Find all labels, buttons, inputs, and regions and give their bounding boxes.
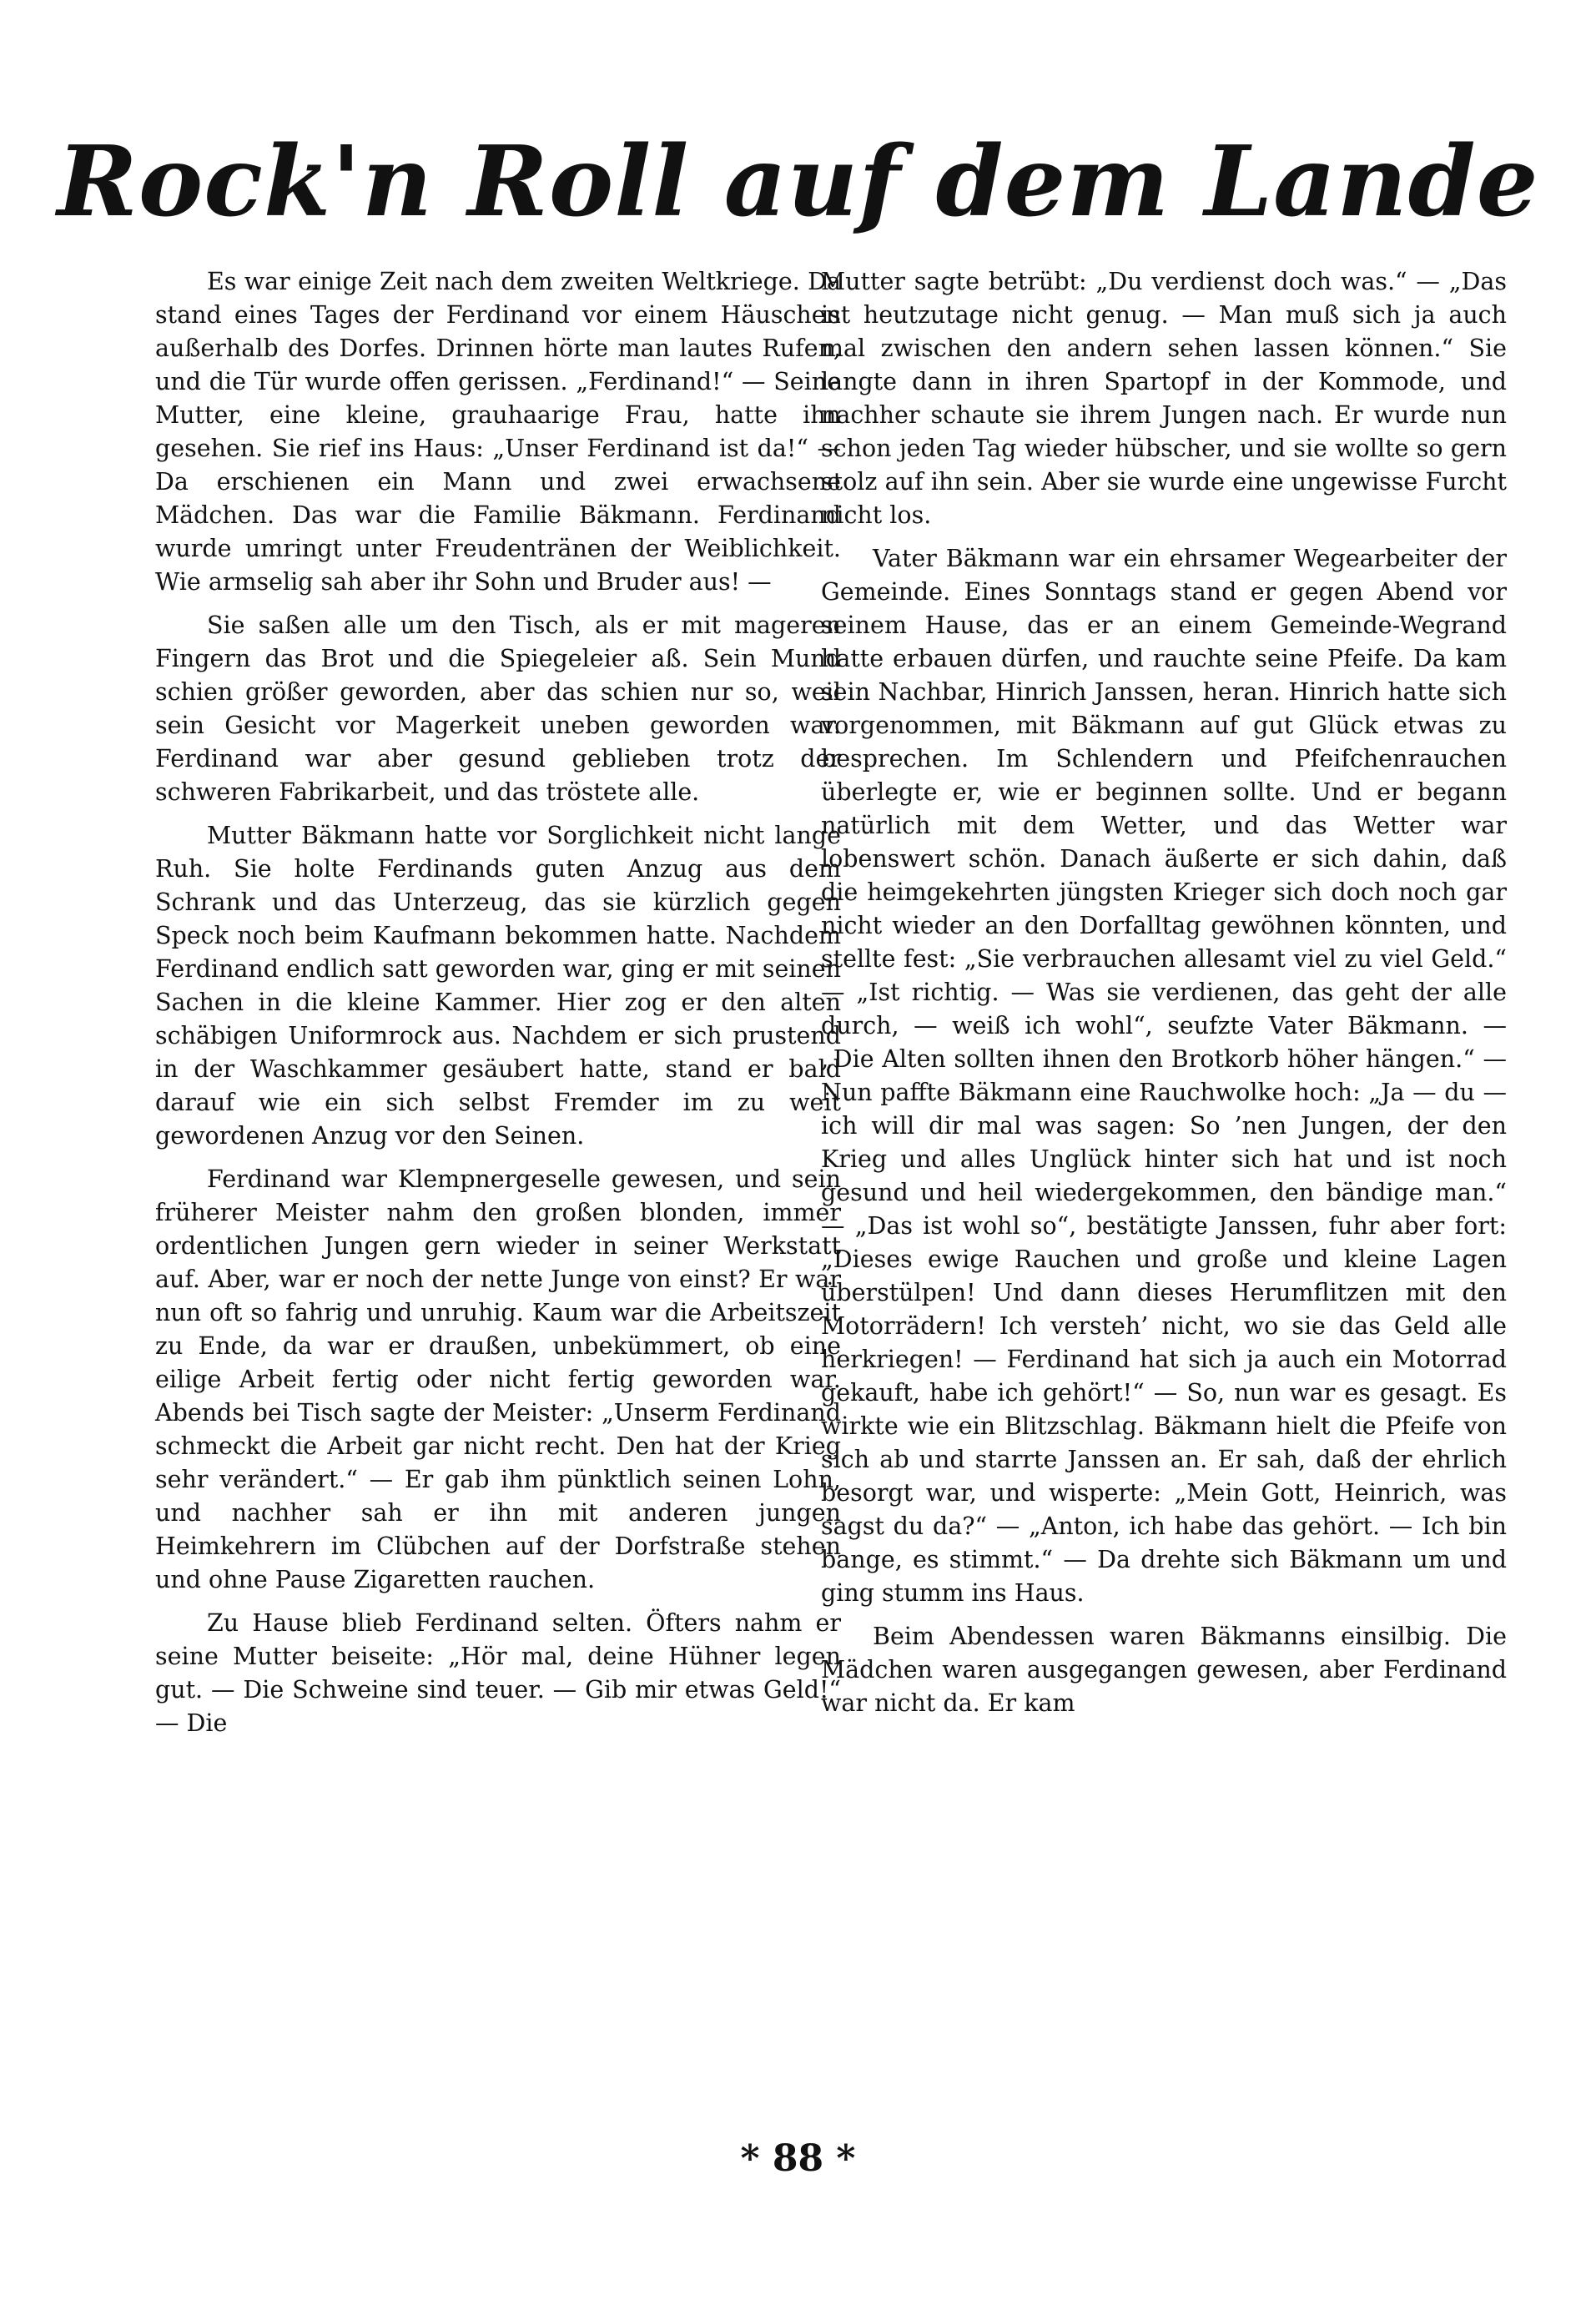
- paragraph: Mutter Bäkmann hatte vor Sorglichkeit nicht lange Ruh. Sie holte Ferdinands guten Anzug aus dem Schrank und das Unterzeug, das sie kürzlich gegen Speck noch beim Kaufmann bekommen hatte. Nachdem Ferdinand endlich satt geworden war, ging er mit seinen Sachen in die kleine Kammer. Hier zog er den alten schäbigen Uniformrock aus. Nachdem er sich prustend in der Waschkammer gesäubert hatte, stand er bald darauf wie ein sich selbst Fremder im zu weit gewordenen Anzug vor den Seinen.: [155, 822, 841, 1150]
- paragraph: Beim Abendessen waren Bäkmanns einsilbig. Die Mädchen waren ausgegangen gewesen, aber Ferdinand war nicht da. Er kam: [821, 1623, 1507, 1717]
- left-column: [155, 265, 841, 1750]
- article-title: Rock'n Roll auf dem Lande: [57, 125, 1539, 239]
- page-number: * 88 *: [740, 2137, 856, 2180]
- paragraph: Sie saßen alle um den Tisch, als er mit mageren Fingern das Brot und die Spiegeleier aß. Sein Mund schien größer geworden, aber das schien nur so, weil sein Gesicht vor Magerkeit uneben geworden war. Ferdinand war aber gesund geblieben trotz der schweren Fabrikarbeit, und das tröstete alle.: [155, 611, 841, 806]
- paragraph: Es war einige Zeit nach dem zweiten Weltkriege. Da stand eines Tages der Ferdinand vor einem Häuschen außerhalb des Dorfes. Drinnen hörte man lautes Rufen, und die Tür wurde offen gerissen. „Ferdinand!“ — Seine Mutter, eine kleine, grauhaarige Frau, hatte ihn gesehen. Sie rief ins Haus: „Unser Ferdinand ist da!“ — Da erschienen ein Mann und zwei erwachsene Mädchen. Das war die Familie Bäkmann. Ferdinand wurde umringt unter Freudentränen der Weiblichkeit. Wie armselig sah aber ihr Sohn und Bruder aus! —: [155, 268, 841, 596]
- paragraph: Vater Bäkmann war ein ehrsamer Wegearbeiter der Gemeinde. Eines Sonntags stand er gegen Abend vor seinem Hause, das er an einem Gemeinde-Wegrand hatte erbauen dürfen, und rauchte seine Pfeife. Da kam sein Nachbar, Hinrich Janssen, heran. Hinrich hatte sich vorgenommen, mit Bäkmann auf gut Glück etwas zu besprechen. Im Schlendern und Pfeifchenrauchen überlegte er, wie er beginnen sollte. Und er begann natürlich mit dem Wetter, und das Wetter war lobenswert schön. Danach äußerte er sich dahin, daß die heimgekehrten jüngsten Krieger sich doch noch gar nicht wieder an den Dorfalltag gewöhnen könnten, und stellte fest: „Sie verbrauchen allesamt viel zu viel Geld.“ — „Ist richtig. — Was sie verdienen, das geht der alle durch, — weiß ich wohl“, seufzte Vater Bäkmann. — „Die Alten sollten ihnen den Brotkorb höher hängen.“ — Nun paffte Bäkmann eine Rauchwolke hoch: „Ja — du — ich will dir mal was sagen: So ’nen Jungen, der den Krieg und alles Unglück hinter sich hat und ist noch gesund und heil wiedergekommen, den bändige man.“ — „Das ist wohl so“, bestätigte Janssen, fuhr aber fort: „Dieses ewige Rauchen und große und kleine Lagen überstülpen! Und dann dieses Herumflitzen mit den Motorrädern! Ich versteh’ nicht, wo sie das Geld alle herkriegen! — Ferdinand hat sich ja auch ein Motorrad gekauft, habe ich gehört!“ — So, nun war es gesagt. Es wirkte wie ein Blitzschlag. Bäkmann hielt die Pfeife von sich ab und starrte Janssen an. Er sah, daß der ehrlich besorgt war, und wisperte: „Mein Gott, Heinrich, was sagst du da?“ — „Anton, ich habe das gehört. — Ich bin bange, es stimmt.“ — Da drehte sich Bäkmann um und ging stumm ins Haus.: [821, 545, 1507, 1607]
- paragraph-continued: Mutter sagte betrübt: „Du verdienst doch was.“ — „Das ist heutzutage nicht genug. — Man muß sich ja auch mal zwischen den andern sehen lassen können.“ Sie langte dann in ihren Spartopf in der Kommode, und nachher schaute sie ihrem Jungen nach. Er wurde nun schon jeden Tag wieder hübscher, und sie wollte so gern stolz auf ihn sein. Aber sie wurde eine ungewisse Furcht nicht los.: [821, 268, 1507, 529]
- right-column: [821, 265, 1507, 1730]
- paragraph: Ferdinand war Klempnergeselle gewesen, und sein früherer Meister nahm den großen blonden, immer ordentlichen Jungen gern wieder in seiner Werkstatt auf. Aber, war er noch der nette Junge von einst? Er war nun oft so fahrig und unruhig. Kaum war die Arbeitszeit zu Ende, da war er draußen, unbekümmert, ob eine eilige Arbeit fertig oder nicht fertig geworden war. Abends bei Tisch sagte der Meister: „Unserm Ferdinand schmeckt die Arbeit gar nicht recht. Den hat der Krieg sehr verändert.“ — Er gab ihm pünktlich seinen Lohn, und nachher sah er ihn mit anderen jungen Heimkehrern im Clübchen auf der Dorfstraße stehen und ohne Pause Zigaretten rauchen.: [155, 1165, 841, 1593]
- paragraph: Zu Hause blieb Ferdinand selten. Öfters nahm er seine Mutter beiseite: „Hör mal, deine Hühner legen gut. — Die Schweine sind teuer. — Gib mir etwas Geld!“ — Die: [155, 1609, 841, 1737]
